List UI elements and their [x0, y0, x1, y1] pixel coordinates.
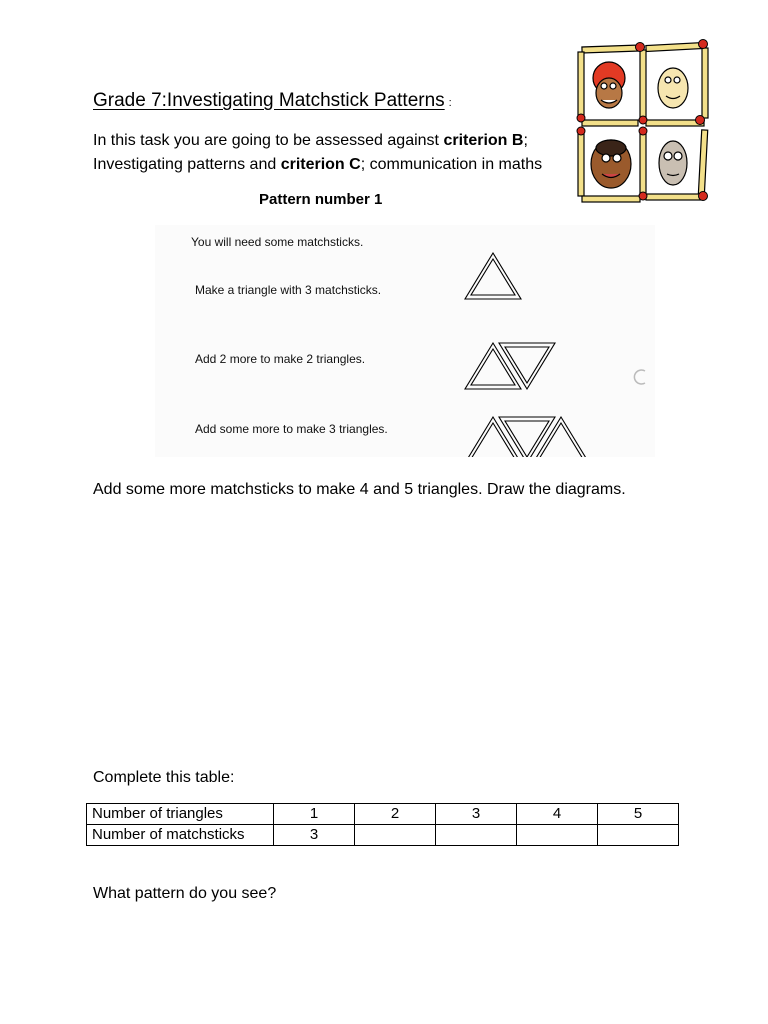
intro-criterion-b: criterion B — [443, 132, 524, 149]
intro-paragraph — [93, 129, 573, 177]
matchstick-faces-cartoon-icon — [576, 38, 710, 206]
triangle-diagrams — [455, 245, 655, 457]
figure-line-4: Add some more to make 3 triangles. — [195, 422, 388, 436]
title-suffix: : — [448, 97, 452, 109]
row-header-matchsticks: Number of matchsticks — [87, 825, 274, 846]
intro-criterion-c: criterion C — [280, 156, 361, 173]
table-row — [87, 825, 679, 846]
table-cell: 1 — [274, 804, 355, 825]
table-cell: 5 — [598, 804, 679, 825]
row-header-triangles: Number of triangles — [87, 804, 274, 825]
intro-part3: ; communication in maths — [360, 156, 543, 173]
scan-mark-icon — [629, 367, 649, 387]
page-title — [93, 90, 452, 112]
drawing-instruction: Add some more matchsticks to make 4 and 5 triangles. Draw the diagrams. — [93, 481, 626, 498]
pattern-question: What pattern do you see? — [93, 885, 277, 902]
table-cell — [598, 825, 679, 846]
table-cell — [355, 825, 436, 846]
matchstick-pattern-figure — [155, 225, 655, 457]
table-cell: 3 — [436, 804, 517, 825]
pattern-heading: Pattern number 1 — [259, 191, 383, 208]
intro-part1: In this task you are going to be assessed against — [93, 132, 444, 149]
one-triangle-diagram — [465, 253, 521, 299]
title-text: Grade 7:Investigating Matchstick Patterns — [93, 90, 445, 111]
figure-line-1: You will need some matchsticks. — [191, 235, 364, 249]
table-cell: 4 — [517, 804, 598, 825]
intro-part2: ; Investigating patterns and — [93, 132, 528, 173]
table-label: Complete this table: — [93, 769, 235, 786]
figure-line-2: Make a triangle with 3 matchsticks. — [195, 283, 382, 297]
table-cell: 2 — [355, 804, 436, 825]
table-cell — [517, 825, 598, 846]
three-triangles-diagram — [465, 417, 589, 457]
figure-line-3: Add 2 more to make 2 triangles. — [195, 352, 366, 366]
table-row — [87, 804, 679, 825]
two-triangles-diagram — [465, 343, 555, 389]
table-cell — [436, 825, 517, 846]
table-cell: 3 — [274, 825, 355, 846]
cartoon-faces-image — [576, 38, 710, 206]
matchstick-table — [86, 803, 679, 846]
